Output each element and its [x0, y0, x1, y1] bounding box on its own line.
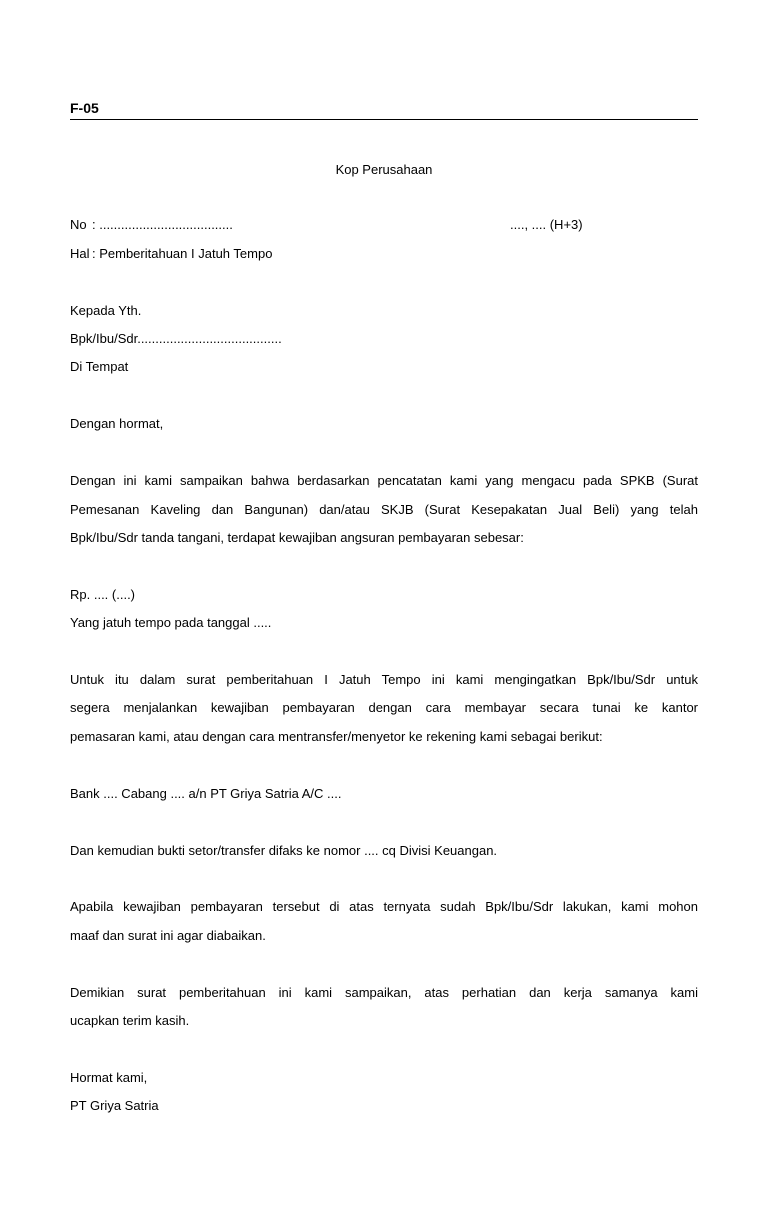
recipient-line-1: Kepada Yth. — [70, 303, 142, 318]
letter-subject-label: Hal — [70, 246, 90, 261]
recipient-line-3: Di Tempat — [70, 359, 129, 374]
recipient-line-2: Bpk/Ibu/Sdr........................................ — [70, 331, 282, 346]
paragraph-1-line-3: Bpk/Ibu/Sdr tanda tangani, terdapat kewajiban angsuran pembayaran sebesar: — [70, 530, 524, 545]
paragraph-2-line-3: pemasaran kami, atau dengan cara mentransfer/menyetor ke rekening kami sebagai berikut: — [70, 729, 603, 744]
salutation: Dengan hormat, — [70, 416, 164, 431]
paragraph-3-line-1: Apabila kewajiban pembayaran tersebut di atas ternyata sudah Bpk/Ibu/Sdr lakukan, kami mohon — [70, 899, 698, 914]
paragraph-2-line-2: segera menjalankan kewajiban pembayaran dengan cara membayar secara tunai ke kantor — [70, 700, 698, 715]
letter-subject-row — [70, 245, 272, 262]
paragraph-4-line-2: ucapkan terim kasih. — [70, 1013, 190, 1028]
paragraph-3-line-2: maaf dan surat ini agar diabaikan. — [70, 928, 266, 943]
letter-date: ...., .... (H+3) — [510, 217, 583, 232]
bank-account-line: Bank .... Cabang .... a/n PT Griya Satria A/C .... — [70, 786, 342, 801]
letter-number-row — [70, 216, 233, 233]
signatory-company: PT Griya Satria — [70, 1098, 159, 1113]
amount-line: Rp. .... (....) — [70, 587, 136, 602]
letter-number-value: : ..................................... — [92, 217, 233, 232]
paragraph-4-line-1: Demikian surat pemberitahuan ini kami sampaikan, atas perhatian dan kerja samanya kami — [70, 985, 698, 1000]
closing-line: Hormat kami, — [70, 1070, 148, 1085]
transfer-instruction-line: Dan kemudian bukti setor/transfer difaks ke nomor .... cq Divisi Keuangan. — [70, 843, 498, 858]
form-code: F-05 — [70, 100, 99, 116]
paragraph-1-line-1: Dengan ini kami sampaikan bahwa berdasarkan pencatatan kami yang mengacu pada SPKB (Surat — [70, 473, 698, 488]
due-date-line: Yang jatuh tempo pada tanggal ..... — [70, 615, 272, 630]
letter-number-label: No — [70, 217, 87, 232]
letter-subject-value: : Pemberitahuan I Jatuh Tempo — [92, 246, 273, 261]
paragraph-1-line-2: Pemesanan Kaveling dan Bangunan) dan/atau SKJB (Surat Kesepakatan Jual Beli) yang telah — [70, 502, 698, 517]
company-letterhead: Kop Perusahaan — [335, 162, 433, 177]
header-rule — [70, 119, 698, 120]
paragraph-2-line-1: Untuk itu dalam surat pemberitahuan I Jatuh Tempo ini kami mengingatkan Bpk/Ibu/Sdr untuk — [70, 672, 698, 687]
